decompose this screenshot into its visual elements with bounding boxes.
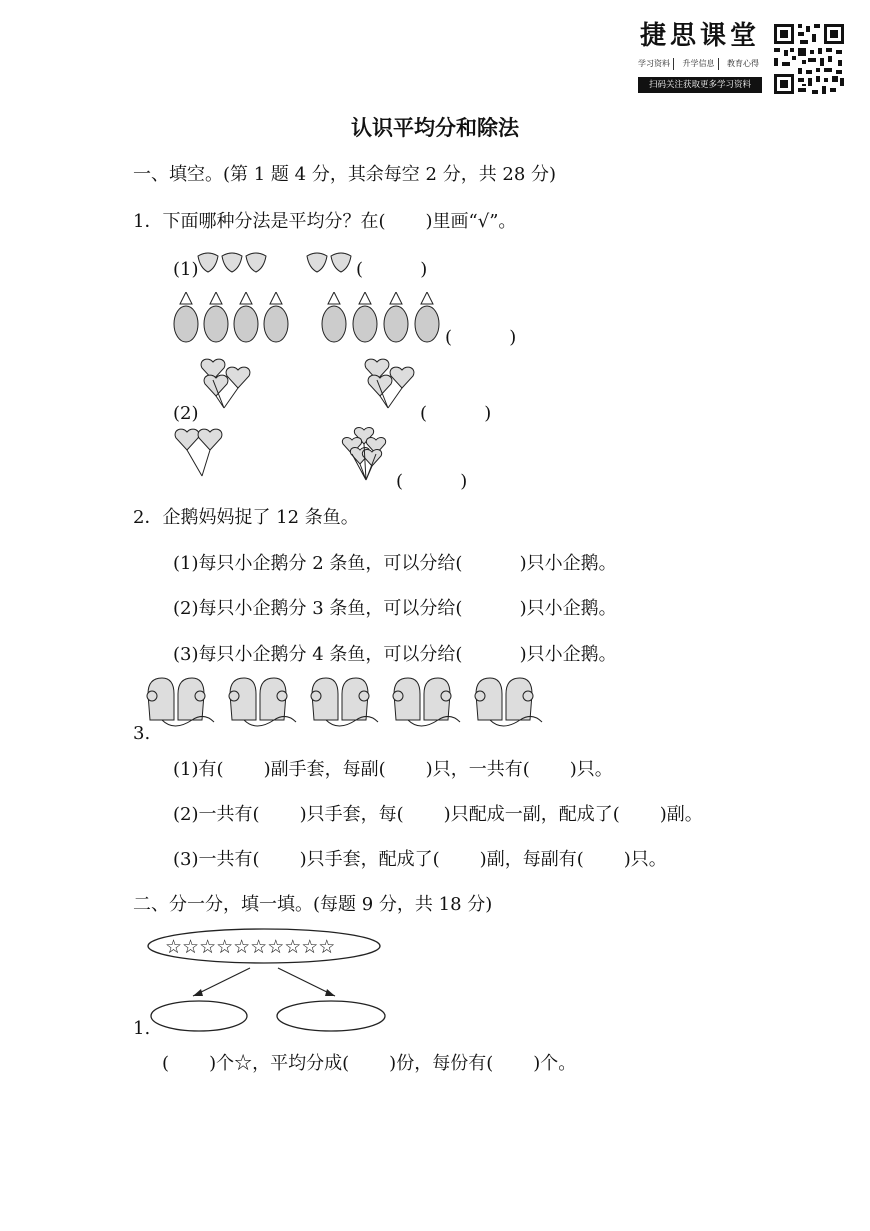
brand-bar: 扫码关注获取更多学习资料 [638,77,762,93]
q3-label: 3. [133,723,151,744]
brand-tag: 教育心得 [727,59,759,68]
brand-tag: 升学信息 [683,58,719,70]
section-2-heading: 二、分一分，填一填。(每题 9 分，共 18 分) [133,894,493,915]
pineapple-group-icon [172,292,292,344]
brand-tag: 学习资料 [638,58,674,70]
strawberry-group-icon [196,248,268,274]
s2-q1-line: ( )个☆，平均分成( )份，每份有( )个。 [162,1053,577,1074]
pineapple-group-icon [320,292,442,344]
q1-sub2-label: (2) [173,403,199,424]
q2-line: (1)每只小企鹅分 2 条鱼，可以分给( )只小企鹅。 [173,553,617,574]
q2-stem: 2．企鹅妈妈捉了 12 条鱼。 [133,507,359,528]
answer-blank[interactable]: ( ) [420,403,492,424]
q3-line: (3)一共有( )只手套，配成了( )副，每副有( )只。 [173,849,667,870]
answer-blank[interactable]: ( ) [356,259,428,280]
q3-line: (1)有( )副手套，每副( )只，一共有( )只。 [173,759,613,780]
heart-balloons-icon [198,356,258,412]
strawberry-group-icon [305,248,355,274]
q3-line: (2)一共有( )只手套，每( )只配成一副，配成了( )副。 [173,804,703,825]
qr-code-icon [772,22,846,96]
heart-balloons-icon [172,426,226,478]
answer-blank[interactable]: ( ) [445,327,517,348]
brand-name: 捷思课堂 [639,21,760,51]
brand-header [638,18,762,98]
stars-row: ☆☆☆☆☆☆☆☆☆☆ [165,936,336,958]
heart-balloons-icon [362,356,422,412]
s2-q1-label: 1. [133,1018,151,1039]
mittens-group-icon [144,674,548,732]
section-1-heading: 一、填空。(第 1 题 4 分，其余每空 2 分，共 28 分) [133,164,557,185]
q2-line: (3)每只小企鹅分 4 条鱼，可以分给( )只小企鹅。 [173,644,617,665]
q1-sub1-label: (1) [173,259,199,280]
heart-balloons-icon [340,424,390,482]
brand-tags [638,58,762,70]
page-title: 认识平均分和除法 [351,116,519,140]
answer-blank[interactable]: ( ) [396,471,468,492]
q1-stem: 1．下面哪种分法是平均分？在( )里画“√”。 [133,211,517,232]
q2-line: (2)每只小企鹅分 3 条鱼，可以分给( )只小企鹅。 [173,598,617,619]
